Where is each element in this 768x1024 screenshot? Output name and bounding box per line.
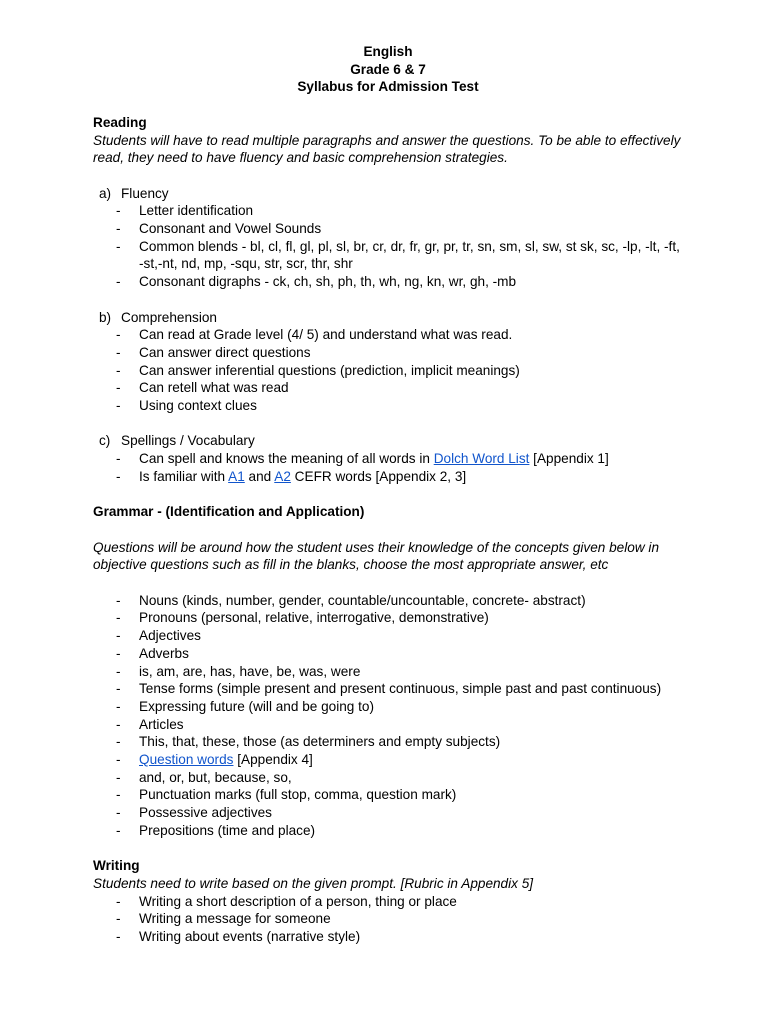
a2-link[interactable]: A2	[274, 468, 291, 484]
comprehension-list	[93, 326, 683, 415]
grammar-intro: Questions will be around how the student uses their knowledge of the concepts given below in objective questions such as fill in the blanks, choose the most appropriate answer, etc	[93, 539, 659, 573]
list-item: - Consonant digraphs - ck, ch, sh, ph, th, wh, ng, kn, wr, gh, -mb	[93, 273, 683, 291]
list-item: - Pronouns (personal, relative, interrogative, demonstrative)	[93, 609, 683, 627]
fluency-title: a) Fluency	[99, 185, 169, 201]
writing-intro: Students need to write based on the given prompt. [Rubric in Appendix 5]	[93, 875, 534, 891]
list-item: - Prepositions (time and place)	[93, 822, 683, 840]
dolch-word-list-link[interactable]: Dolch Word List	[433, 451, 530, 467]
list-item: - Consonant and Vowel Sounds	[93, 220, 683, 238]
list-item: - Common blends - bl, cl, fl, gl, pl, sl, br, cr, dr, fr, gr, pr, tr, sn, sm, sl, sw, st sk, sc, -lp, -lt, -ft, -st,-nt, nd, mp, -squ, str, scr, thr, shr	[93, 238, 683, 273]
writing-heading: Writing	[93, 858, 140, 874]
list-item: - Can spell and knows the meaning of all words in Dolch Word List [Appendix 1]	[93, 450, 683, 468]
list-item: - Adjectives	[93, 627, 683, 645]
reading-heading: Reading	[93, 114, 147, 130]
list-item: - Articles	[93, 716, 683, 734]
list-item: - Question words [Appendix 4]	[93, 751, 683, 769]
list-item: - Writing about events (narrative style)	[93, 928, 683, 946]
a1-link[interactable]: A1	[228, 468, 245, 484]
list-item: - Nouns (kinds, number, gender, countable/uncountable, concrete- abstract)	[93, 592, 683, 610]
grammar-heading: Grammar - (Identification and Application)	[93, 504, 365, 520]
list-item: - Can answer inferential questions (prediction, implicit meanings)	[93, 362, 683, 380]
list-item: - This, that, these, those (as determiners and empty subjects)	[93, 733, 683, 751]
list-item: - Adverbs	[93, 645, 683, 663]
title-subject: English	[363, 44, 413, 59]
list-item: - Possessive adjectives	[93, 804, 683, 822]
list-item: - Writing a short description of a person, thing or place	[93, 893, 683, 911]
reading-intro: Students will have to read multiple paragraphs and answer the questions. To be able to effectively read, they need to have fluency and basic comprehension strategies.	[93, 132, 681, 166]
comprehension-title: b) Comprehension	[99, 309, 217, 325]
writing-list	[93, 893, 683, 946]
list-item: - and, or, but, because, so,	[93, 769, 683, 787]
list-item: - Tense forms (simple present and present continuous, simple past and past continuous)	[93, 680, 683, 698]
title-grade: Grade 6 & 7	[350, 61, 426, 77]
list-item: - Expressing future (will and be going to)	[93, 698, 683, 716]
title-syllabus: Syllabus for Admission Test	[297, 79, 479, 95]
spellings-list	[93, 450, 683, 485]
document-body	[93, 43, 683, 946]
list-item: - Is familiar with A1 and A2 CEFR words [Appendix 2, 3]	[93, 468, 683, 486]
list-item: - is, am, are, has, have, be, was, were	[93, 663, 683, 681]
list-item: - Can read at Grade level (4/ 5) and understand what was read.	[93, 326, 683, 344]
list-item: - Punctuation marks (full stop, comma, question mark)	[93, 786, 683, 804]
list-item: - Using context clues	[93, 397, 683, 415]
fluency-list	[93, 202, 683, 291]
question-words-link[interactable]: Question words	[139, 752, 234, 768]
list-item: - Letter identification	[93, 202, 683, 220]
grammar-list	[93, 592, 683, 840]
list-item: - Can answer direct questions	[93, 344, 683, 362]
spellings-title: c) Spellings / Vocabulary	[99, 433, 255, 449]
list-item: - Can retell what was read	[93, 379, 683, 397]
list-item: - Writing a message for someone	[93, 910, 683, 928]
